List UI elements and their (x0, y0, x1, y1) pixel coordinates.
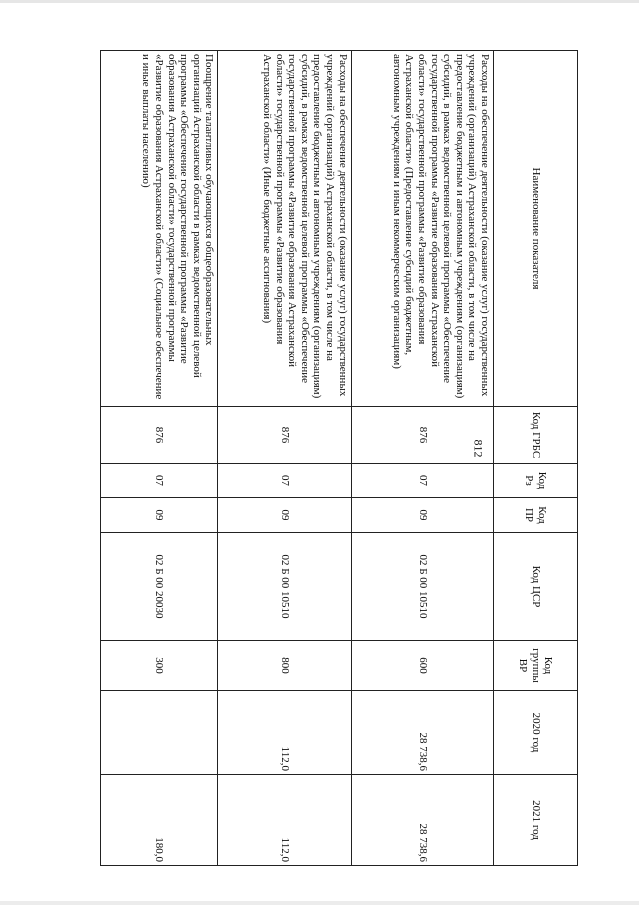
scan-edge-bottom (0, 901, 639, 905)
cell-name: Поощрение талантливых обучающихся общеобразовательных организаций Астраханской области в рамках ведомственной целевой программы «Обеспечение государственной программы «Развитие образования Астраханской области» государственной программы «Развитие образования Астраханской области» (Социальное обеспечение и иные выплаты населению) (101, 51, 218, 407)
cell-csr: 02 Б 00 20030 (101, 533, 218, 641)
header-rz: Код Рз (494, 464, 578, 498)
cell-2021: 180,0 (101, 775, 218, 866)
header-2021: 2021 год (494, 775, 578, 866)
cell-2020: 28 738,6 (351, 691, 493, 775)
header-vr: Код группы ВР (494, 641, 578, 691)
cell-vr: 300 (101, 641, 218, 691)
budget-table (100, 50, 578, 866)
cell-vr: 600 (351, 641, 493, 691)
cell-name: Расходы на обеспечение деятельности (оказание услуг) государственных учреждений (организаций) Астраханской области, в том числе на предоставление бюджетным и автономным учреждениям (организациям) субсидий, в рамках ведомственной целевой программы «Обеспечение государственной программы «Развитие образования Астраханской области» государственной программы «Развитие образования Астраханской области» (Предоставление субсидий бюджетным, автономным учреждениям и иным некоммерческим организациям) (351, 51, 493, 407)
page-number: 812 (471, 439, 486, 458)
cell-rz: 07 (351, 464, 493, 498)
cell-pr: 09 (351, 498, 493, 533)
header-2020: 2020 год (494, 691, 578, 775)
cell-pr: 09 (218, 498, 351, 533)
header-csr: Код ЦСР (494, 533, 578, 641)
cell-pr: 09 (101, 498, 218, 533)
table-header-row (494, 51, 578, 866)
header-grbs: Код ГРБС (494, 407, 578, 464)
table-row (101, 51, 218, 866)
cell-2020: 112,0 (218, 691, 351, 775)
scan-edge-top (0, 0, 639, 3)
header-pr: Код ПР (494, 498, 578, 533)
rotated-table-wrapper (100, 50, 578, 865)
table-row (351, 51, 493, 866)
cell-grbs: 876 (351, 407, 493, 464)
cell-csr: 02 Б 00 10510 (351, 533, 493, 641)
cell-grbs: 876 (218, 407, 351, 464)
cell-grbs: 876 (101, 407, 218, 464)
table-row (218, 51, 351, 866)
header-name: Наименование показателя (494, 51, 578, 407)
cell-2021: 28 738,6 (351, 775, 493, 866)
cell-rz: 07 (101, 464, 218, 498)
cell-name: Расходы на обеспечение деятельности (оказание услуг) государственных учреждений (организаций) Астраханской области, в том числе на предоставление бюджетным и автономным учреждениям (организациям) субсидий, в рамках ведомственной целевой программы «Обеспечение государственной программы «Развитие образования Астраханской области» государственной программы «Развитие образования Астраханской области» (Иные бюджетные ассигнования) (218, 51, 351, 407)
cell-vr: 800 (218, 641, 351, 691)
cell-rz: 07 (218, 464, 351, 498)
cell-2020 (101, 691, 218, 775)
cell-csr: 02 Б 00 10510 (218, 533, 351, 641)
cell-2021: 112,0 (218, 775, 351, 866)
